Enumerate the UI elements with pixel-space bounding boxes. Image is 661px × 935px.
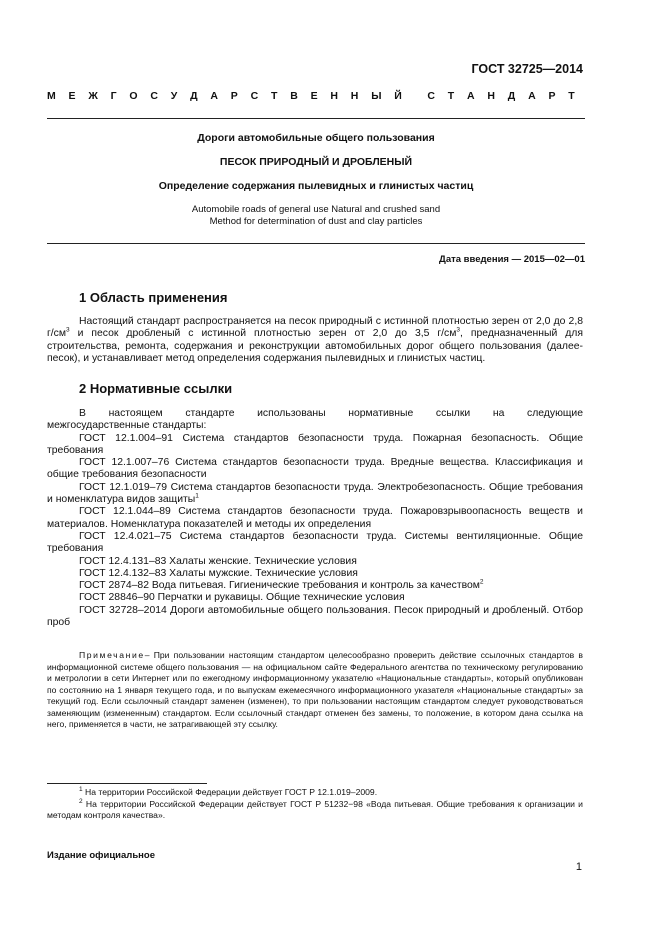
official-edition-label: Издание официальное [47, 850, 155, 861]
banner-letter: Й [394, 90, 402, 102]
banner-letter: С [250, 90, 259, 102]
banner-letter: Е [68, 90, 76, 102]
note-paragraph [47, 650, 583, 731]
document-code: ГОСТ 32725—2014 [471, 62, 583, 76]
footnotes [47, 787, 583, 822]
footnote-item: $^2$ На территории Российской Федерации действует ГОСТ Р 51232−98 «Вода питьевая. Общие требования к организации и методам контроля качества». [47, 797, 583, 820]
note-text: – При пользовании настоящим стандартом целесообразно проверить действие ссылочных стандартов в информационной системе общего пользования — на официальном сайте Федерального агентства по техническому регулированию и метрологии в сети Интернет или по ежегодному информационному указателю «Национальные стандарты», который опубликован по состоянию на 1 января текущего года, и по выпускам ежемесячного информационного указателя «Национальные стандарты» за текущий год. Если ссылочный стандарт заменен (изменен), то при пользовании настоящим стандартом следует руководствоваться заменяющим (измененным) стандартом. Если ссылочный стандарт отменен без замены, то положение, в котором дана ссылка на него, применяется в части, не затрагивающей эту ссылку. [47, 650, 583, 729]
banner-letter: А [528, 90, 536, 102]
reference-item: ГОСТ 32728–2014 Дороги автомобильные общего пользования. Песок природный и дробленый. Отбор проб [47, 604, 583, 629]
reference-item: ГОСТ 12.1.019–79 Система стандартов безопасности труда. Электробезопасность. Общие требования и номенклатура видов защиты$^1$ [47, 481, 583, 506]
banner-letter: В [290, 90, 298, 102]
title-english-line2: Method for determination of dust and clay particles [209, 216, 423, 227]
introduction-date: Дата введения — 2015—02—01 [439, 254, 585, 265]
page-number: 1 [575, 861, 582, 873]
footnote-divider [47, 783, 207, 784]
banner-letter: У [170, 90, 178, 102]
banner-letter: Н [487, 90, 495, 102]
interstate-standard-banner [47, 90, 575, 102]
banner-letter: О [129, 90, 138, 102]
banner-letter: Ж [88, 90, 98, 102]
banner-letter: Н [350, 90, 359, 102]
section1-paragraph: Настоящий стандарт распространяется на песок природный с истинной плотностью зерен от 2,0 до 2,8 $г/см^3$ и песок дробленый с истинной плотностью зерен от 2,0 до 3,5 $г/см^3$, предназначенный для строительства, ремонта, содержания и реконструкции автомобильных дорог общего пользования (далее-песок), и устанавливает метод определения содержания пылевидных и глинистых частиц. [47, 316, 583, 364]
title-road-line: Дороги автомобильные общего пользования [197, 132, 435, 144]
reference-item: ГОСТ 12.1.004–91 Система стандартов безопасности труда. Пожарная безопасность. Общие требования [47, 432, 583, 456]
header-divider [47, 118, 585, 119]
note-label: Примечание [79, 650, 145, 660]
title-english [47, 204, 585, 228]
reference-item: ГОСТ 12.4.131–83 Халаты женские. Технические условия [79, 555, 357, 567]
banner-letter: М [47, 90, 56, 102]
section1-body [47, 316, 583, 365]
reference-item: ГОСТ 12.1.007–76 Система стандартов безопасности труда. Вредные вещества. Классификация и общие требования безопасности [47, 457, 583, 481]
banner-letter: Г [110, 90, 117, 102]
section2-intro: В настоящем стандарте использованы нормативные ссылки на следующие [79, 408, 583, 419]
banner-letter: С [150, 90, 158, 102]
section2-heading: 2 Нормативные ссылки [79, 381, 233, 396]
banner-letter: Т [568, 90, 575, 102]
title-method: Определение содержания пылевидных и глинистых частиц [158, 180, 474, 192]
banner-letter: Р [548, 90, 556, 102]
title-main: ПЕСОК ПРИРОДНЫЙ И ДРОБЛЕНЫЙ [219, 156, 413, 168]
banner-letter: А [467, 90, 475, 102]
title-english-line1: Automobile roads of general use Natural and crushed sand [191, 204, 441, 215]
banner-letter: Д [507, 90, 516, 102]
reference-item: ГОСТ 12.1.044–89 Система стандартов безопасности труда. Пожаровзрывоопасность веществ и материалов. Номенклатура показателей и методы их определения [47, 506, 583, 530]
reference-item: ГОСТ 12.4.132–83 Халаты мужские. Технические условия [79, 567, 358, 579]
banner-letter: Т [270, 90, 278, 102]
title-divider [47, 243, 585, 244]
section2-intro-cont: межгосударственные стандарты: [47, 420, 207, 432]
banner-letter: Н [330, 90, 338, 102]
footnote-item: $^1$ На территории Российской Федерации действует ГОСТ Р 12.1.019–2009. [79, 786, 378, 797]
reference-item: ГОСТ 28846–90 Перчатки и рукавицы. Общие технические условия [79, 592, 405, 604]
banner-letter: Ы [371, 90, 382, 102]
reference-item: ГОСТ 2874–82 Вода питьевая. Гигиенические требования и контроль за качеством$^2$ [79, 578, 484, 592]
section2-body [47, 408, 583, 629]
banner-letter: Т [447, 90, 455, 102]
banner-letter: Р [230, 90, 238, 102]
reference-item: ГОСТ 12.4.021–75 Система стандартов безопасности труда. Системы вентиляционные. Общие требования [47, 530, 583, 555]
section1-heading: 1 Область применения [79, 290, 228, 305]
banner-letter: С [427, 90, 435, 102]
banner-letter: А [210, 90, 218, 102]
banner-letter: Д [190, 90, 198, 102]
banner-letter: Е [310, 90, 318, 102]
